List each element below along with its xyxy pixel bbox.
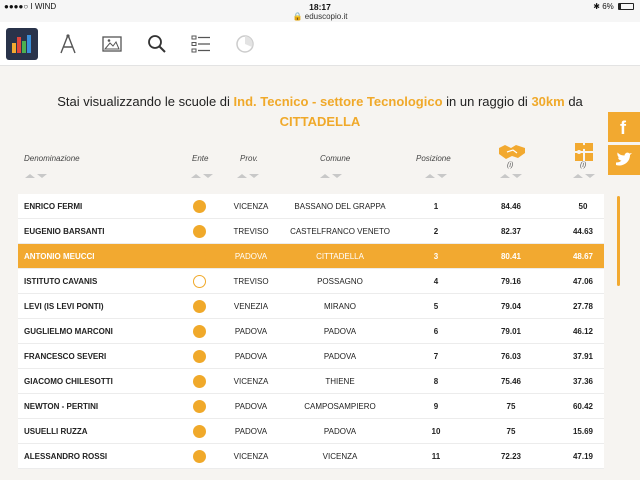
position: 3 bbox=[433, 252, 439, 261]
province: VENEZIA bbox=[233, 302, 269, 311]
index-value-1: 72.23 bbox=[500, 452, 522, 461]
position: 8 bbox=[433, 377, 439, 386]
index-value-2: 44.63 bbox=[572, 227, 594, 236]
index-value-1: 75 bbox=[506, 427, 516, 436]
sort-arrows-index1[interactable] bbox=[500, 174, 522, 179]
table-row[interactable] bbox=[18, 269, 604, 294]
table-row[interactable] bbox=[18, 394, 604, 419]
column-comune[interactable]: Comune bbox=[320, 154, 351, 163]
comune: CAMPOSAMPIERO bbox=[304, 402, 376, 411]
status-right bbox=[593, 2, 634, 11]
ente-status-icon bbox=[193, 225, 206, 238]
status-bar bbox=[0, 0, 640, 22]
carrier-label: ●●●●○ I WIND bbox=[4, 2, 57, 11]
province: PADOVA bbox=[234, 427, 268, 436]
position: 6 bbox=[433, 327, 439, 336]
svg-text:f: f bbox=[620, 118, 626, 138]
province: VICENZA bbox=[233, 202, 269, 211]
sort-arrows-ente[interactable] bbox=[191, 174, 213, 179]
school-name: GIACOMO CHILESOTTI bbox=[24, 377, 113, 386]
ente-status-icon bbox=[193, 400, 206, 413]
school-name: ALESSANDRO ROSSI bbox=[24, 452, 108, 461]
province: VICENZA bbox=[233, 377, 269, 386]
index-value-1: 82.37 bbox=[500, 227, 522, 236]
province: PADOVA bbox=[234, 327, 268, 336]
school-name: NEWTON - PERTINI bbox=[24, 402, 99, 411]
province: PADOVA bbox=[234, 252, 268, 261]
info-2[interactable]: (i) bbox=[580, 162, 587, 169]
school-name: LEVI (IS LEVI PONTI) bbox=[24, 302, 104, 311]
index-value-2: 50 bbox=[578, 202, 588, 211]
school-name: USUELLI RUZZA bbox=[24, 427, 88, 436]
index-value-1: 84.46 bbox=[500, 202, 522, 211]
index-value-2: 37.91 bbox=[572, 352, 594, 361]
index-value-1: 76.03 bbox=[500, 352, 522, 361]
ente-status-icon bbox=[193, 200, 206, 213]
province: TREVISO bbox=[233, 227, 269, 236]
battery-percent: 6% bbox=[602, 2, 614, 11]
info-1[interactable]: (i) bbox=[507, 162, 514, 169]
position: 7 bbox=[433, 352, 439, 361]
table-row[interactable] bbox=[18, 444, 604, 469]
index-value-1: 75 bbox=[506, 402, 516, 411]
table-row[interactable] bbox=[18, 294, 604, 319]
bluetooth-icon: ✱ bbox=[593, 2, 600, 11]
clock: 18:17 bbox=[309, 2, 331, 12]
radius-label: 30km bbox=[531, 94, 565, 109]
column-posizione[interactable]: Posizione bbox=[416, 154, 451, 163]
ente-status-icon bbox=[193, 300, 206, 313]
school-name: GUGLIELMO MARCONI bbox=[24, 327, 113, 336]
comune: PADOVA bbox=[323, 327, 357, 336]
table-row[interactable] bbox=[18, 319, 604, 344]
table-row[interactable] bbox=[18, 419, 604, 444]
ente-status-icon bbox=[193, 425, 206, 438]
table-row[interactable] bbox=[18, 194, 604, 219]
list-icon[interactable] bbox=[189, 32, 213, 56]
table-row[interactable] bbox=[18, 219, 604, 244]
index-value-2: 46.12 bbox=[572, 327, 594, 336]
results-table bbox=[18, 194, 604, 469]
handshake-icon[interactable] bbox=[498, 140, 526, 162]
province: VICENZA bbox=[233, 452, 269, 461]
comune: MIRANO bbox=[324, 302, 356, 311]
index-value-1: 79.04 bbox=[500, 302, 522, 311]
comune: CITTADELLA bbox=[316, 252, 364, 261]
school-name: ISTITUTO CAVANIS bbox=[24, 277, 98, 286]
compass-icon[interactable] bbox=[56, 32, 80, 56]
school-name: ANTONIO MEUCCI bbox=[24, 252, 95, 261]
ente-status-icon bbox=[193, 275, 206, 288]
index-value-2: 15.69 bbox=[572, 427, 594, 436]
sort-arrows-index2[interactable] bbox=[573, 174, 595, 179]
search-icon[interactable] bbox=[145, 32, 169, 56]
index-value-2: 37.36 bbox=[572, 377, 594, 386]
top-navbar bbox=[0, 22, 640, 66]
index-value-2: 60.42 bbox=[572, 402, 594, 411]
sort-arrows-prov[interactable] bbox=[237, 174, 259, 179]
sort-arrows-posizione[interactable] bbox=[425, 174, 447, 179]
comune: POSSAGNO bbox=[317, 277, 363, 286]
index-value-2: 27.78 bbox=[572, 302, 594, 311]
battery-icon bbox=[618, 3, 634, 10]
position: 4 bbox=[433, 277, 439, 286]
url-bar[interactable] bbox=[0, 12, 640, 21]
index-value-1: 75.46 bbox=[500, 377, 522, 386]
province: TREVISO bbox=[233, 277, 269, 286]
map-icon[interactable] bbox=[100, 32, 124, 56]
chart-icon[interactable] bbox=[233, 32, 257, 56]
logo-icon[interactable] bbox=[6, 28, 38, 60]
comune: THIENE bbox=[325, 377, 355, 386]
province: PADOVA bbox=[234, 352, 268, 361]
table-row[interactable] bbox=[18, 244, 604, 269]
table-row[interactable] bbox=[18, 369, 604, 394]
comune: PADOVA bbox=[323, 427, 357, 436]
city-label: CITTADELLA bbox=[279, 114, 361, 129]
lock-icon: 🔒 bbox=[292, 12, 303, 21]
ente-status-icon bbox=[193, 325, 206, 338]
sort-arrows-denominazione[interactable] bbox=[25, 174, 47, 179]
twitter-button[interactable] bbox=[608, 145, 640, 175]
index-value-2: 48.67 bbox=[572, 252, 594, 261]
table-row[interactable] bbox=[18, 344, 604, 369]
facebook-button[interactable] bbox=[608, 112, 640, 142]
scrollbar[interactable] bbox=[617, 196, 620, 286]
comune: BASSANO DEL GRAPPA bbox=[294, 202, 386, 211]
url-text: eduscopio.it bbox=[304, 12, 348, 21]
twitter-icon bbox=[608, 145, 640, 175]
sort-arrows-comune[interactable] bbox=[320, 174, 342, 179]
school-name: ENRICO FERMI bbox=[24, 202, 83, 211]
school-name: EUGENIO BARSANTI bbox=[24, 227, 105, 236]
index-value-2: 47.06 bbox=[572, 277, 594, 286]
index-value-1: 79.16 bbox=[500, 277, 522, 286]
ente-status-icon bbox=[193, 250, 206, 263]
position: 5 bbox=[433, 302, 439, 311]
index-value-1: 80.41 bbox=[500, 252, 522, 261]
comune: VICENZA bbox=[322, 452, 358, 461]
position: 11 bbox=[431, 452, 441, 461]
position: 10 bbox=[431, 427, 441, 436]
position: 9 bbox=[433, 402, 439, 411]
province: PADOVA bbox=[234, 402, 268, 411]
comune: PADOVA bbox=[323, 352, 357, 361]
school-name: FRANCESCO SEVERI bbox=[24, 352, 107, 361]
ente-status-icon bbox=[193, 375, 206, 388]
comune: CASTELFRANCO VENETO bbox=[290, 227, 390, 236]
position: 1 bbox=[433, 202, 439, 211]
index-value-1: 79.01 bbox=[500, 327, 522, 336]
category-label: Ind. Tecnico - settore Tecnologico bbox=[233, 94, 443, 109]
column-prov[interactable]: Prov. bbox=[240, 154, 259, 163]
column-denominazione[interactable]: Denominazione bbox=[24, 154, 80, 163]
facebook-icon bbox=[608, 112, 640, 142]
ente-status-icon bbox=[193, 450, 206, 463]
puzzle-icon[interactable] bbox=[572, 140, 596, 162]
position: 2 bbox=[433, 227, 439, 236]
column-ente[interactable]: Ente bbox=[192, 154, 209, 163]
results-headline: Stai visualizzando le scuole di Ind. Tecnico - settore Tecnologico in un raggio di 30km da CITTADELLA bbox=[57, 94, 583, 129]
index-value-2: 47.19 bbox=[572, 452, 594, 461]
ente-status-icon bbox=[193, 350, 206, 363]
